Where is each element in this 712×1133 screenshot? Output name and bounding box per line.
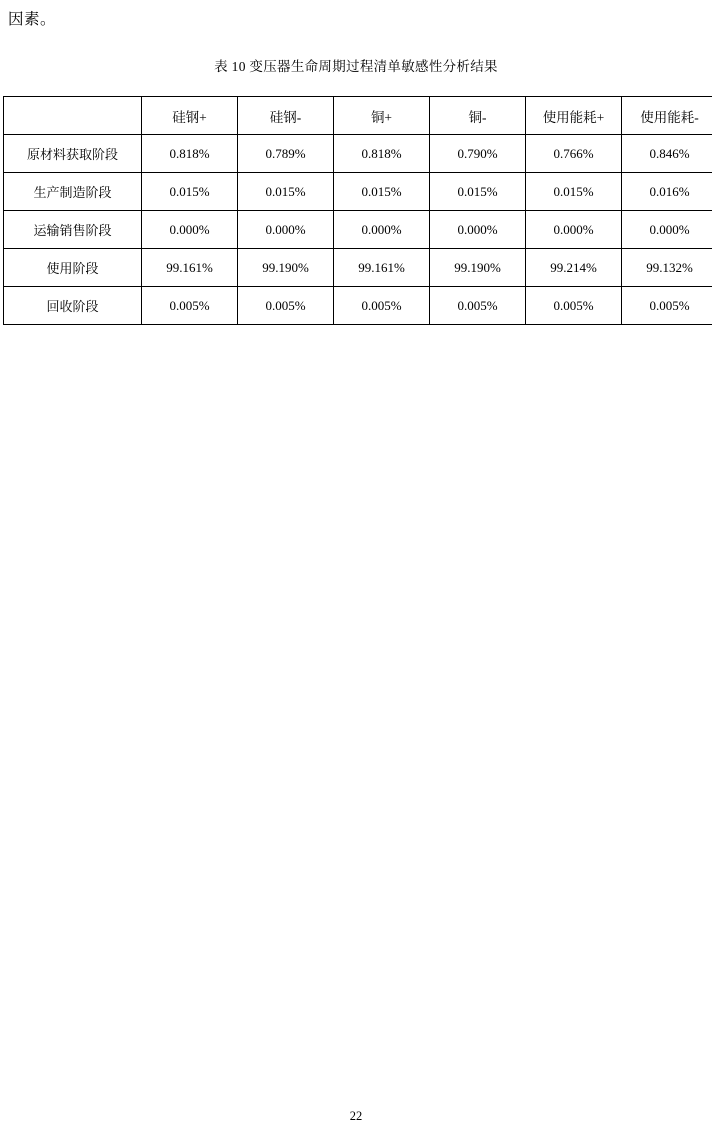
row-label-0: 原材料获取阶段: [4, 135, 142, 173]
cell-4-1: 0.005%: [238, 287, 334, 325]
cell-0-5: 0.846%: [622, 135, 712, 173]
column-header-2: 铜+: [334, 97, 430, 135]
row-label-4: 回收阶段: [4, 287, 142, 325]
cell-0-3: 0.790%: [430, 135, 526, 173]
cell-1-2: 0.015%: [334, 173, 430, 211]
cell-0-1: 0.789%: [238, 135, 334, 173]
row-label-3: 使用阶段: [4, 249, 142, 287]
table-row: [4, 173, 712, 211]
cell-3-2: 99.161%: [334, 249, 430, 287]
table-corner-cell: [4, 97, 142, 135]
cell-1-4: 0.015%: [526, 173, 622, 211]
cell-1-0: 0.015%: [142, 173, 238, 211]
row-label-2: 运输销售阶段: [4, 211, 142, 249]
cell-1-3: 0.015%: [430, 173, 526, 211]
table-header: [4, 97, 712, 135]
cell-2-3: 0.000%: [430, 211, 526, 249]
cell-0-2: 0.818%: [334, 135, 430, 173]
column-header-5: 使用能耗-: [622, 97, 712, 135]
cell-3-3: 99.190%: [430, 249, 526, 287]
cell-3-5: 99.132%: [622, 249, 712, 287]
cell-2-0: 0.000%: [142, 211, 238, 249]
cell-0-4: 0.766%: [526, 135, 622, 173]
table-row: [4, 287, 712, 325]
column-header-4: 使用能耗+: [526, 97, 622, 135]
cell-1-5: 0.016%: [622, 173, 712, 211]
table-body: [4, 135, 712, 325]
table-caption: 表 10 变压器生命周期过程清单敏感性分析结果: [214, 59, 498, 74]
lead-paragraph: 因素。: [8, 11, 57, 28]
cell-4-2: 0.005%: [334, 287, 430, 325]
cell-3-4: 99.214%: [526, 249, 622, 287]
cell-4-4: 0.005%: [526, 287, 622, 325]
cell-2-4: 0.000%: [526, 211, 622, 249]
cell-4-0: 0.005%: [142, 287, 238, 325]
cell-3-1: 99.190%: [238, 249, 334, 287]
cell-2-2: 0.000%: [334, 211, 430, 249]
cell-1-1: 0.015%: [238, 173, 334, 211]
cell-2-5: 0.000%: [622, 211, 712, 249]
row-label-1: 生产制造阶段: [4, 173, 142, 211]
column-header-3: 铜-: [430, 97, 526, 135]
sensitivity-analysis-table: [3, 96, 712, 325]
table-row: [4, 249, 712, 287]
cell-0-0: 0.818%: [142, 135, 238, 173]
cell-3-0: 99.161%: [142, 249, 238, 287]
table-row: [4, 211, 712, 249]
cell-4-3: 0.005%: [430, 287, 526, 325]
page-number: 22: [349, 1109, 363, 1123]
table-row: [4, 135, 712, 173]
column-header-1: 硅钢-: [238, 97, 334, 135]
cell-4-5: 0.005%: [622, 287, 712, 325]
table-header-row: [4, 97, 712, 135]
cell-2-1: 0.000%: [238, 211, 334, 249]
column-header-0: 硅钢+: [142, 97, 238, 135]
